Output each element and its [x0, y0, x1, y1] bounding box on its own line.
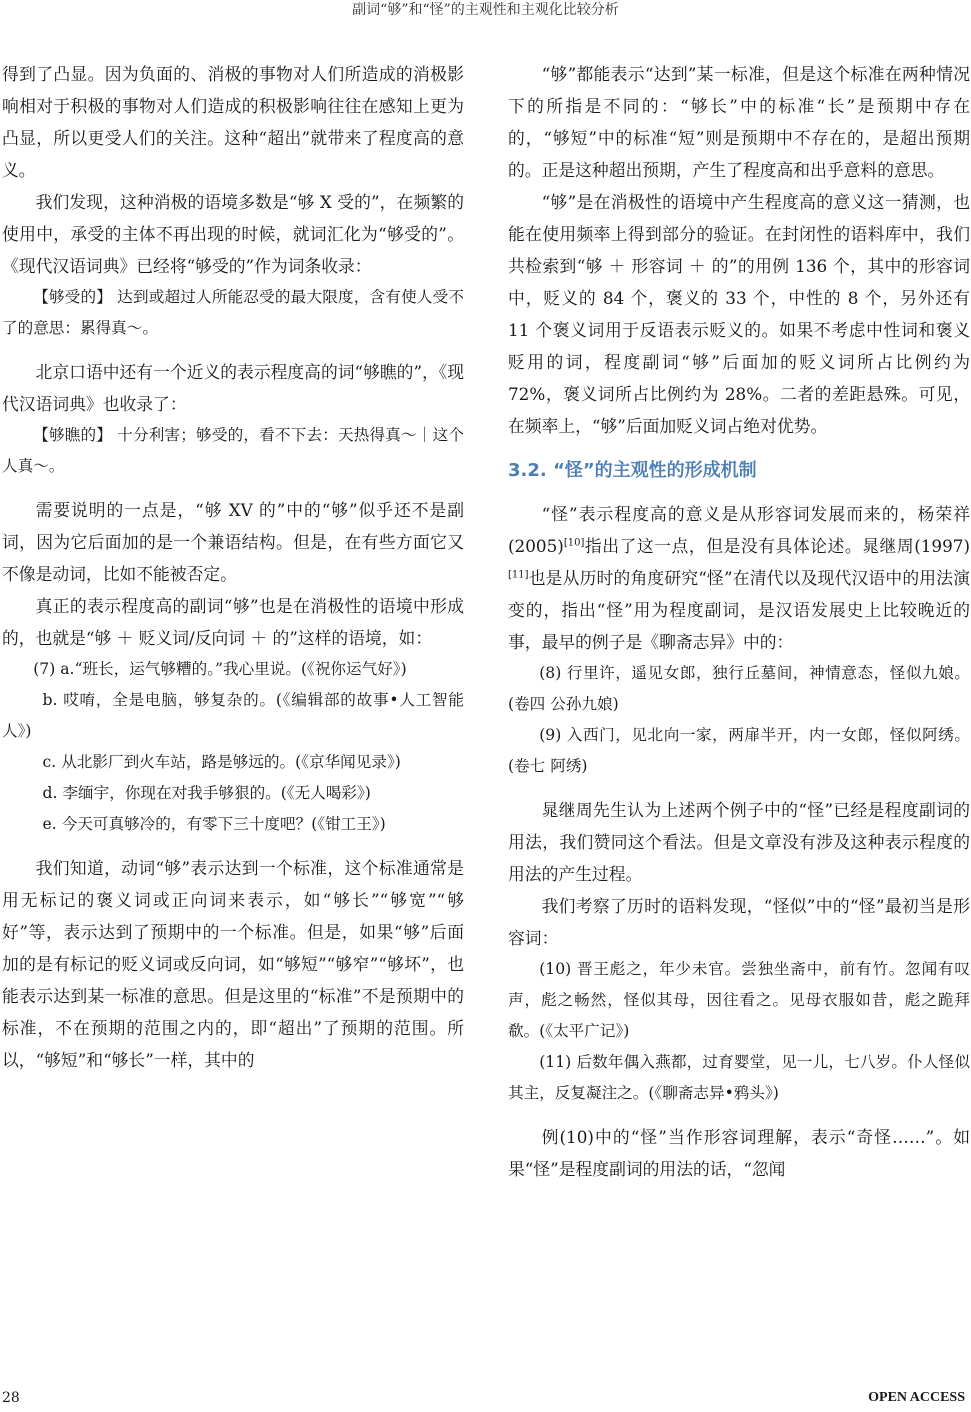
paragraph-text: “怪”表示程度高的意义是从形容词发展而来的，杨荣祥(2005) [508, 504, 970, 556]
example-10: (10) 晋王彪之，年少未官。尝独坐斋中，前有竹。忽闻有叹声，彪之畅然，怪似其母，因往看之。见母衣服如昔，彪之跪拜 欷。(《太平广记》) [508, 960, 970, 1040]
example-7d: d. 李缅宇，你现在对我手够狠的。(《无人喝彩》) [42, 784, 371, 802]
example-9: (9) 入西门，见北向一家，两扉半开，内一女郎，怪似阿绣。(卷七 阿绣) [508, 726, 970, 775]
left-column [2, 58, 464, 1076]
example-7e: e. 今天可真够冷的，有零下三十度吧？(《钳工王》) [42, 815, 386, 833]
dictionary-entry: 【够受的】 达到或超过人所能忍受的最大限度，含有使人受不了的意思：累得真～。 [2, 288, 464, 337]
section-heading: 3.2. “怪”的主观性的形成机制 [508, 460, 757, 481]
paragraph: 需要说明的一点是，“够 XV 的”中的“够”似乎还不是副词，因为它后面加的是一个兼语结构。但是，在有些方面它又不像是动词，比如不能被否定。 [2, 500, 464, 584]
paragraph: 我们发现，这种消极的语境多数是“够 X 受的”，在频繁的使用中，承受的主体不再出现的时候，就词汇化为“够受的”。《现代汉语词典》已经将“够受的”作为词条收录： [2, 192, 464, 276]
dictionary-entry: 【够瞧的】 十分利害；够受的，看不下去：天热得真～｜这个人真～。 [2, 426, 464, 475]
paragraph-text: 指出了这一点，但是没有具体论述。晁继周(1997) [584, 536, 970, 556]
paragraph: 北京口语中还有一个近义的表示程度高的词“够瞧的”，《现代汉语词典》也收录了： [2, 362, 464, 414]
paragraph: “够”都能表示“达到”某一标准，但是这个标准在两种情况下的所指是不同的：“够长”中的标准“长”是预期中存在的，“够短”中的标准“短”则是预期中不存在的，是超出预期的。正是这种超出预期，产生了程度高和出乎意料的意思。 [508, 64, 970, 180]
page-number: 28 [2, 1390, 20, 1406]
paragraph: 真正的表示程度高的副词“够”也是在消极性的语境中形成的，也就是“够 ＋ 贬义词/反向词 ＋ 的”这样的语境，如： [2, 596, 464, 648]
paragraph: 例(10)中的“怪”当作形容词理解，表示“奇怪……”。如果“怪”是程度副词的用法的话，“忽闻 [508, 1127, 970, 1179]
right-column [508, 58, 970, 1185]
example-8: (8) 行里许，遥见女郎，独行丘墓间，神情意态，怪似九娘。(卷四 公孙九娘) [508, 664, 970, 713]
paragraph-text: 也是从历时的角度研究“怪”在清代以及现代汉语中的用法演变的，指出“怪”用为程度副词，是汉语发展史上比较晚近的事，最早的例子是《聊斋志异》中的： [508, 568, 970, 652]
example-7a: (7) a.“班长，运气够糟的。”我心里说。(《祝你运气好》) [33, 660, 407, 678]
citation-ref: [11] [508, 569, 529, 581]
paragraph: 晁继周先生认为上述两个例子中的“怪”已经是程度副词的用法，我们赞同这个看法。但是文章没有涉及这种表示程度的用法的产生过程。 [508, 800, 970, 884]
paragraph: 我们知道，动词“够”表示达到一个标准，这个标准通常是用无标记的褒义词或正向词来表示，如“够长”“够宽”“够好”等，表示达到了预期中的一个标准。但是，如果“够”后面加的是有标记的贬义词或反向词，如“够短”“够窄”“够坏”，也能表示达到某一标准的意思。但是这里的“标准”不是预期中的标准，不在预期的范围之内的，即“超出”了预期的范围。所以，“够短”和“够长”一样，其中的 [2, 858, 464, 1070]
open-access-label: OPEN ACCESS [868, 1390, 965, 1405]
example-7b: b. 哎唷，全是电脑，够复杂的。(《编辑部的故事•人工智能人》) [2, 691, 464, 740]
running-title: 副词“够”和“怪”的主观性和主观化比较分析 [352, 2, 619, 18]
citation-ref: [10] [563, 537, 585, 549]
example-11: (11) 后数年偶入燕都，过育婴堂，见一儿，七八岁。仆人怪似其主，反复凝注之。(《聊斋志异•鸦头》) [508, 1053, 970, 1102]
paragraph: 我们考察了历时的语料发现，“怪似”中的“怪”最初当是形容词： [508, 896, 970, 948]
paragraph: “够”是在消极性的语境中产生程度高的意义这一猜测，也能在使用频率上得到部分的验证。在封闭性的语料库中，我们共检索到“够 ＋ 形容词 ＋ 的”的用例 136 个，其中的形容词中，贬义的 84 个，褒义的 33 个，中性的 8 个，另外还有 11 个褒义词用于反语表示贬义的。如果不考虑中性词和褒义贬用的词，程度副词“够”后面加的贬义词所占比例约为 72%，褒义词所占比例约为 28%。二者的差距悬殊。可见，在频率上，“够”后面加贬义词占绝对优势。 [508, 192, 970, 436]
paragraph [508, 498, 970, 658]
paragraph: 得到了凸显。因为负面的、消极的事物对人们所造成的消极影响相对于积极的事物对人们造成的积极影响往往在感知上更为凸显，所以更受人们的关注。这种“超出”就带来了程度高的意义。 [2, 64, 464, 180]
example-7c: c. 从北影厂到火车站，路是够远的。(《京华闻见录》) [42, 753, 401, 771]
